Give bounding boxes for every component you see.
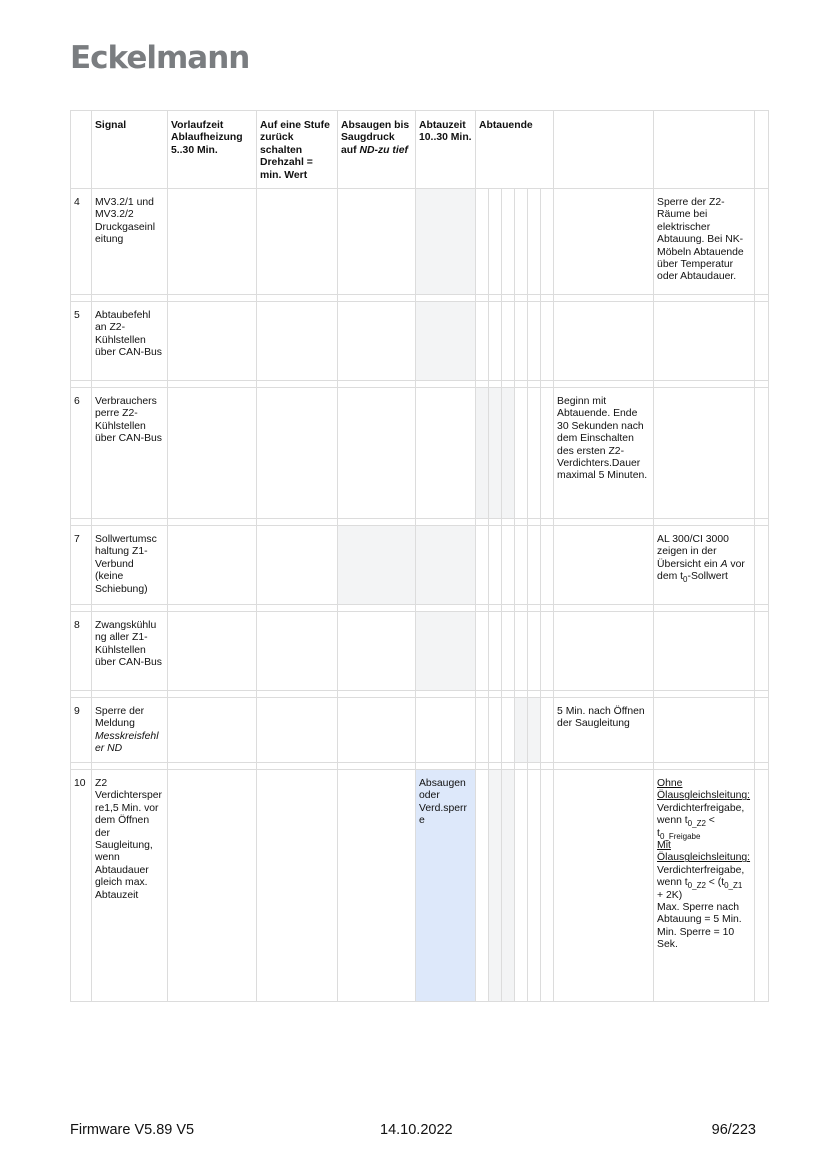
signal-cell: Sollwertumsc haltung Z1-Verbund (keine Schiebung) [92,526,168,605]
brand-logo: Eckelmann [70,40,250,76]
note-cell: Sperre der Z2-Räume bei elektrischer Abtauung. Bei NK-Möbeln Abtauende über Temperatur oder Abtaudauer. [654,189,755,295]
row-number: 6 [71,388,92,519]
signal-cell: MV3.2/1 und MV3.2/2 Druckgaseinl eitung [92,189,168,295]
header-abtauzeit: Abtauzeit 10..30 Min. [416,111,476,189]
footer-firmware: Firmware V5.89 V5 [70,1122,195,1138]
abtauende-note: Beginn mit Abtauende. Ende 30 Sekunden nach dem Einschalten des ersten Z2-Verdichters.Dauer maximal 5 Minuten. [554,388,654,519]
table-row [71,302,769,381]
header-stufe: Auf eine Stufe zurück schalten Drehzahl = min. Wert [257,111,338,189]
signal-cell: Sperre der Meldung Messkreisfehl er ND [92,698,168,763]
table-row [71,612,769,691]
table-row [71,526,769,605]
row-number: 9 [71,698,92,763]
table-row [71,698,769,763]
row-number: 4 [71,189,92,295]
signal-cell: Abtaubefehl an Z2-Kühlstellen über CAN-Bus [92,302,168,381]
abtauzeit-action: Absaugen oder Verd.sperr e [416,770,476,1002]
row-number: 7 [71,526,92,605]
footer-date: 14.10.2022 [380,1122,453,1138]
row-number: 5 [71,302,92,381]
header-absaugen: Absaugen bis Saugdruck auf ND-zu tief [338,111,416,189]
footer-page-number: 96/223 [711,1122,756,1138]
abtau-signal-table [70,110,769,1002]
abtauende-note: 5 Min. nach Öffnen der Saugleitung [554,698,654,763]
header-signal: Signal [92,111,168,189]
signal-cell: Zwangskühlu ng aller Z1-Kühlstellen über CAN-Bus [92,612,168,691]
header-num [71,111,92,189]
row-number: 8 [71,612,92,691]
signal-cell: Z2 Verdichtersperre1,5 Min. vor dem Öffnen der Saugleitung, wenn Abtaudauer gleich max. Abtauzeit [92,770,168,1002]
note-cell: Ohne Ölausgleichsleitung: Verdichterfreigabe, wenn $t_{0\_Z2} < t_{0\_Freigabe}$ Mit Ölausgleichsleitung: Verdichterfreigabe, wenn $t_{0\_Z2} < (t_{0\_Z1} + 2K)$ Max. Sperre nach Abtauung = 5 Min. Min. Sperre = 10 Sek. [654,770,755,1002]
table-row [71,189,769,295]
signal-cell: Verbrauchers perre Z2-Kühlstellen über CAN-Bus [92,388,168,519]
header-abtauende: Abtauende [476,111,554,189]
header-vorlauf: Vorlaufzeit Ablaufheizung 5..30 Min. [168,111,257,189]
table-row [71,388,769,519]
note-cell: AL 300/CI 3000 zeigen in der Übersicht ein A vor dem $t_0$-Sollwert [654,526,755,605]
table-header-row [71,111,769,189]
row-number: 10 [71,770,92,1002]
table-row [71,770,769,1002]
